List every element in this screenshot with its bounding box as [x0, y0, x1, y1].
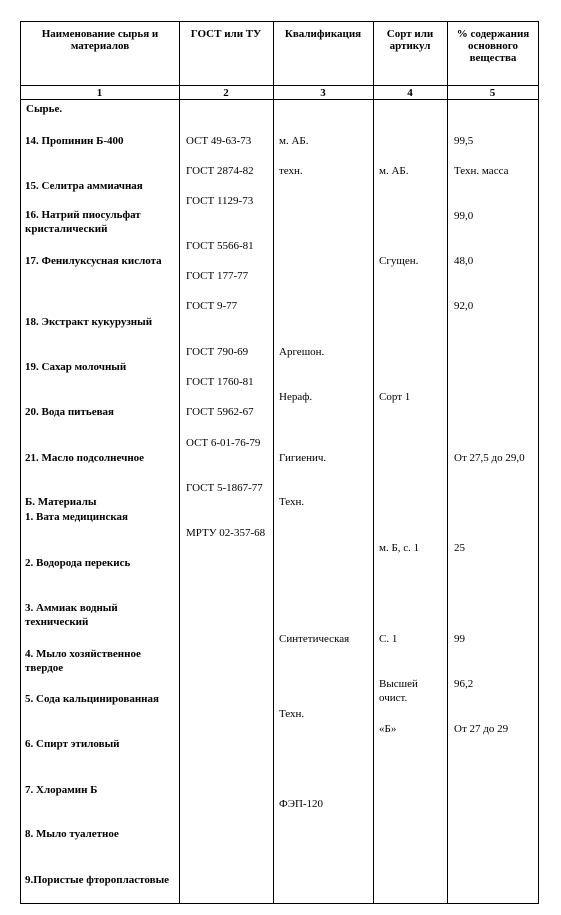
column-number: 3 — [320, 87, 326, 99]
percent-value: 99,0 — [454, 210, 474, 222]
qualification-value: Синтетическая — [279, 633, 350, 645]
percent-value: Техн. масса — [454, 165, 509, 177]
table-border-bottom — [20, 903, 539, 904]
table-border-left — [20, 21, 21, 904]
table-border-top — [20, 21, 539, 22]
material-name: 1. Вата медицинская — [25, 511, 128, 523]
gost-value: ОСТ 49-63-73 — [186, 135, 252, 147]
gost-value: ГОСТ 1129-73 — [186, 195, 254, 207]
gost-value: ГОСТ 2874-82 — [186, 165, 254, 177]
gost-value: ГОСТ 5566-81 — [186, 240, 254, 252]
material-name: 14. Пропинин Б-400 — [25, 135, 124, 147]
grade-value: м. Б, с. 1 — [379, 542, 420, 554]
material-name: 19. Сахар молочный — [25, 361, 127, 373]
column-number: 5 — [489, 87, 496, 99]
section-materials-heading: Б. Материалы — [25, 496, 97, 508]
qualification-value: техн. — [279, 165, 303, 177]
material-name: 7. Хлорамин Б — [25, 784, 98, 796]
column-divider — [179, 21, 180, 904]
material-name: 6. Спирт этиловый — [25, 738, 120, 750]
column-number-divider — [20, 99, 539, 100]
column-divider — [373, 21, 374, 904]
material-name: 18. Экстракт кукурузный — [25, 316, 153, 328]
qualification-value: ФЭП-120 — [279, 798, 324, 810]
gost-value: ГОСТ 1760-81 — [186, 376, 254, 388]
column-divider — [273, 21, 274, 904]
qualification-value: Нераф. — [279, 391, 313, 403]
percent-value: 48,0 — [454, 255, 474, 267]
grade-value: Сгущен. — [379, 255, 419, 267]
percent-value: 96,2 — [454, 678, 474, 690]
gost-value: ГОСТ 790-69 — [186, 346, 249, 358]
table-border-right — [538, 21, 539, 904]
column-divider — [447, 21, 448, 904]
header-grade: Сорт или артикул — [386, 28, 434, 52]
section-raw-heading: Сырье. — [26, 103, 63, 115]
percent-value: 92,0 — [454, 300, 474, 312]
percent-value: 25 — [454, 542, 465, 554]
grade-value: С. 1 — [379, 633, 398, 645]
gost-value: ГОСТ 177-77 — [186, 270, 249, 282]
gost-value: ГОСТ 5962-67 — [186, 406, 254, 418]
percent-value: От 27,5 до 29,0 — [454, 452, 525, 464]
qualification-value: Техн. — [279, 708, 305, 720]
header-gost: ГОСТ или ТУ — [190, 28, 262, 40]
header-qualification: Квалификация — [284, 28, 362, 40]
grade-value: Сорт 1 — [379, 391, 411, 403]
gost-value: ГОСТ 9-77 — [186, 300, 238, 312]
percent-value: 99,5 — [454, 135, 474, 147]
material-name: 9.Пористые фторопластовые — [25, 874, 170, 886]
qualification-value: Аргешон. — [279, 346, 325, 358]
column-number: 1 — [96, 87, 103, 99]
grade-value: м. АБ. — [379, 165, 409, 177]
gost-value: ГОСТ 5-1867-77 — [186, 482, 263, 494]
material-name: 2. Водорода перекись — [25, 557, 131, 569]
gost-value: МРТУ 02-357-68 — [186, 527, 266, 539]
grade-value: «Б» — [379, 723, 397, 735]
materials-table — [20, 21, 539, 904]
material-name: 16. Натрий пиосульфат кристалический — [25, 209, 141, 235]
header-name: Наименование сырья и материалов — [41, 28, 159, 52]
qualification-value: Техн. — [279, 496, 305, 508]
gost-value: ОСТ 6-01-76-79 — [186, 437, 261, 449]
material-name: 5. Сода кальцинированная — [25, 693, 159, 705]
material-name: 21. Масло подсолнечное — [25, 452, 145, 464]
column-number: 2 — [223, 87, 229, 99]
material-name: 3. Аммиак водный технический — [25, 602, 118, 628]
percent-value: 99 — [454, 633, 465, 645]
material-name: 20. Вода питьевая — [25, 406, 115, 418]
material-name: 4. Мыло хозяйственное твердое — [25, 648, 141, 674]
header-divider — [20, 85, 539, 86]
header-percent: % содержания основного вещества — [456, 28, 530, 64]
material-name: 17. Фенилуксусная кислота — [25, 255, 162, 267]
percent-value: От 27 до 29 — [454, 723, 509, 735]
material-name: 15. Селитра аммиачная — [25, 180, 143, 192]
column-number: 4 — [407, 87, 413, 99]
qualification-value: Гигиенич. — [279, 452, 327, 464]
material-name: 8. Мыло туалетное — [25, 828, 119, 840]
qualification-value: м. АБ. — [279, 135, 309, 147]
grade-value: Высшей очист. — [379, 678, 418, 704]
